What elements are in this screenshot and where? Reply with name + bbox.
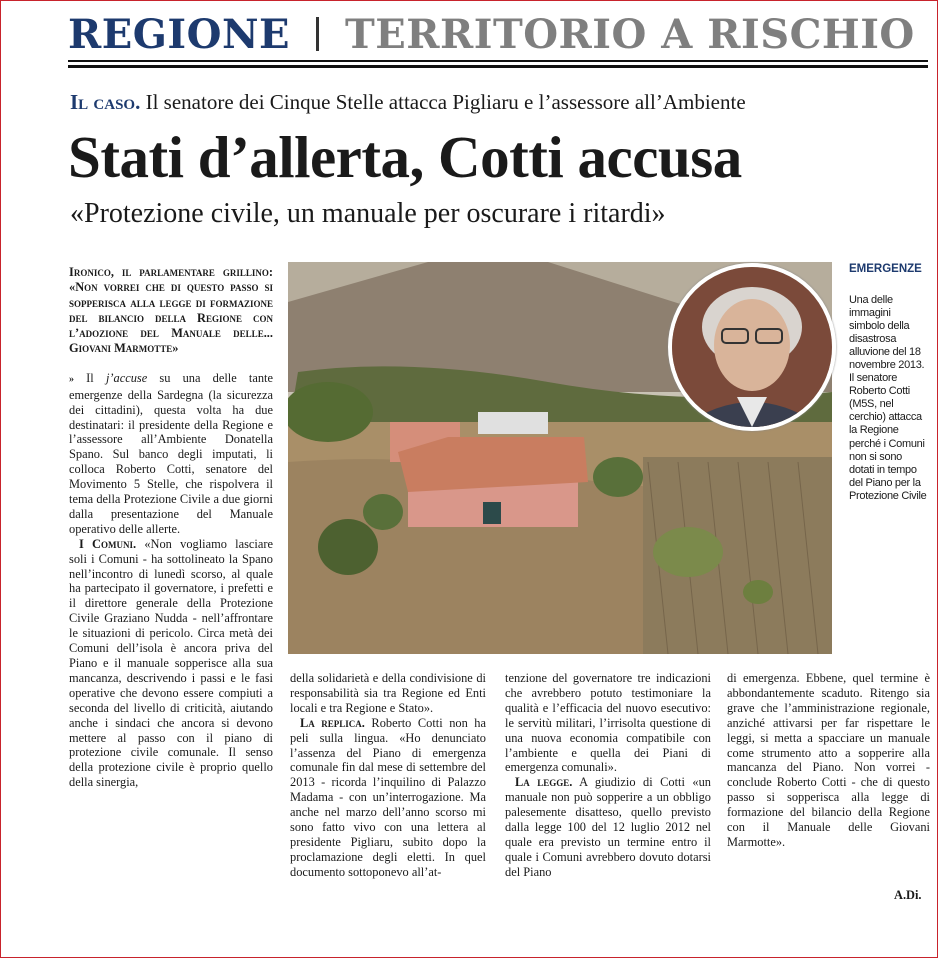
header-rule [68, 60, 928, 62]
header-separator [316, 17, 319, 51]
author-signature: A.Di. [894, 888, 922, 902]
headline: Stati d’allerta, Cotti accusa [68, 124, 742, 190]
paragraph-4: La replica. Roberto Cotti non ha peli sulla lingua. «Ho denunciato l’assenza del Piano di emergenza comunale fin dal mese di settembre del 2013 - ricorda l’inquilino di Palazzo Madama - con un’interrogazione. Ma anche nel marzo dell’anno scorso mi sono fatto vivo con una lettera al presidente Pigliaru, subito dopo la proclamazione degli eletti. In quel documento sottoponevo all’at- [290, 715, 486, 879]
section-subtitle: TERRITORIO A RISCHIO [345, 10, 915, 58]
paragraph-5: tenzione del governatore tre indicazioni che avrebbero potuto testimoniare la qualità e l’efficacia del nuovo esecutivo: le servitù militari, l’irrisolta questione di una nuova economia compatibile con l’ambiente e quella dei Piani di emergenza comunali». [505, 671, 711, 775]
section-header [68, 10, 915, 58]
article-column-1 [69, 265, 273, 790]
kicker [70, 90, 746, 115]
section-title: REGIONE [68, 10, 290, 58]
caption-title: EMERGENZE [849, 263, 922, 275]
intro-text: Ironico, il parlamentare grillino: «Non vorrei che di questo passo si sopperisca alla legge di formazione del bilancio della Regione con l’adozione del Manuale delle... Giovani Marmotte» [69, 265, 273, 356]
article-column-4 [727, 671, 930, 850]
photo-caption: Una delle immagini simbolo della disastrosa alluvione del 18 novembre 2013. Il senatore Roberto Cotti (M5S, nel cerchio) attacca la Regione perché i Comuni non si sono dotati in tempo del Piano per la Protezione Civile [849, 294, 927, 502]
subhead-la-replica: La replica. [300, 715, 365, 730]
kicker-label: Il caso. [70, 90, 141, 114]
paragraph-marker: » [69, 373, 74, 385]
header-rule-thick [68, 65, 928, 68]
subheadline: «Protezione civile, un manuale per oscurare i ritardi» [70, 198, 666, 229]
kicker-text: Il senatore dei Cinque Stelle attacca Pigliaru e l’assessore all’Ambiente [140, 90, 746, 114]
paragraph-7: di emergenza. Ebbene, quel termine è abbondantemente scaduto. Ritengo sia grave che l’amministrazione regionale, anziché attivarsi per far rispettare le leggi, si metta a spacciare un manuale come strumento atto a sopperire alla mancanza del Piano. Non vorrei - conclude Roberto Cotti - che di questo passo si sopperisca alla legge di formazione del bilancio della Regione con il Manuale delle Giovani Marmotte». [727, 671, 930, 849]
paragraph-1: » Il j’accuse su una delle tante emergenze della Sardegna (la sicurezza dei cittadini), questa volta ha due destinatari: il presidente della Regione e l’assessore all’Ambiente Donatella Spano. Sul banco degli imputati, li colloca Roberto Cotti, senatore del Movimento 5 Stelle, che rispolvera il tema della Protezione Civile a due giorni dalla presentazione del Manuale operativo delle allerte. [69, 370, 273, 536]
article-column-2 [290, 671, 486, 880]
paragraph-2: I Comuni. «Non vogliamo lasciare soli i Comuni - ha sottolineato la Spano nell’incontro di lunedì scorso, al quale ha partecipato il governatore, i prefetti e il direttore generale della Protezione Civile Graziano Nudda - nell’affrontare le situazioni di pericolo. Circa metà dei Comuni dell’isola è ancora priva del Piano e il manuale sopperisce alla sua mancanza, descrivendo i passi e le fasi operative che devono essere compiuti a seconda del livello di criticità, aiutando anche i sindaci che ancora si devono mettere al passo con il piano di protezione civile comunale. Il senso della protezione civile è proprio quello della sinergia, [69, 536, 273, 790]
senator-portrait [668, 263, 836, 431]
subhead-i-comuni: I Comuni. [79, 536, 137, 551]
paragraph-6: La legge. A giudizio di Cotti «un manuale non può sopperire a un obbligo palesemente disatteso, quello previsto dalla legge 100 del 12 luglio 2012 nel quale era previsto un termine entro il quale i Comuni avrebbero dovuto dotarsi del Piano [505, 775, 711, 879]
subhead-la-legge: La legge. [515, 775, 573, 790]
article-column-3 [505, 671, 711, 880]
paragraph-3: della solidarietà e della condivisione di responsabilità sia tra Regione ed Enti locali e tra Regione e Stato». [290, 671, 486, 715]
